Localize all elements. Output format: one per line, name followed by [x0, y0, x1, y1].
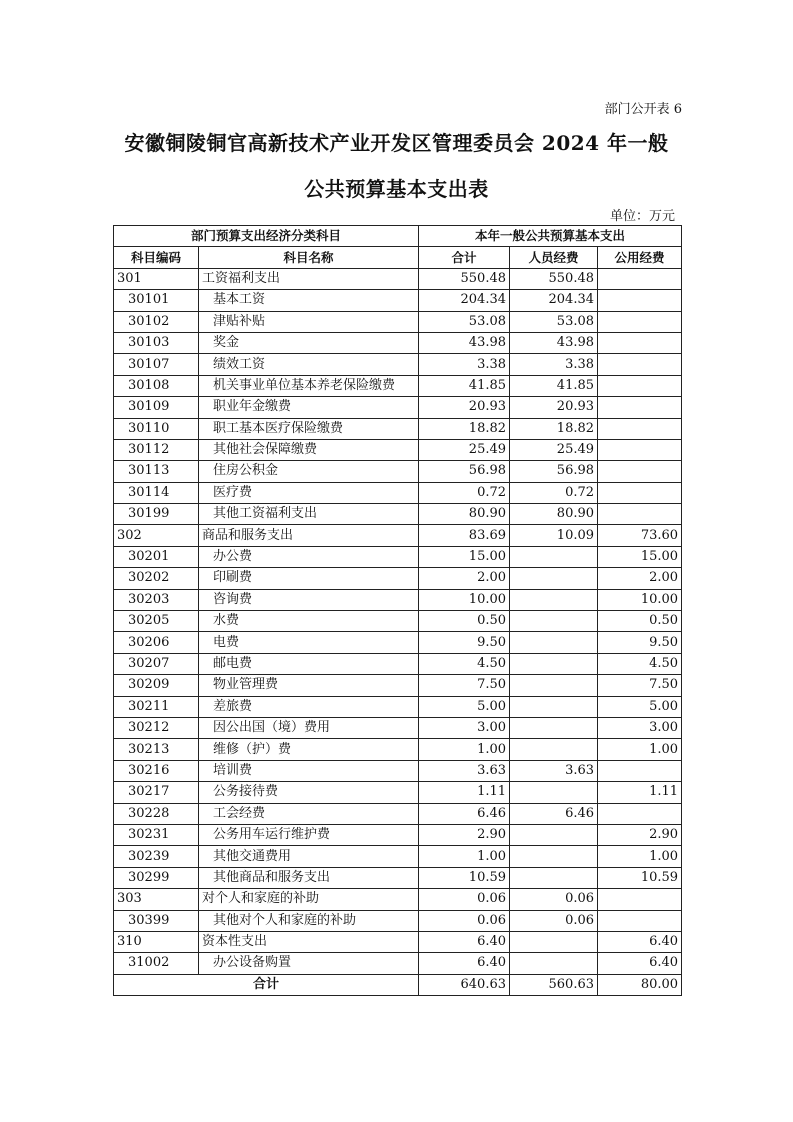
row-total: 10.00: [419, 589, 510, 610]
row-public: 15.00: [598, 546, 682, 567]
row-personnel: [510, 632, 598, 653]
row-name: 职工基本医疗保险缴费: [199, 418, 419, 439]
row-name: 对个人和家庭的补助: [199, 889, 419, 910]
table-row: [114, 782, 682, 803]
row-name: 差旅费: [199, 696, 419, 717]
row-code: 30113: [114, 461, 199, 482]
table-row: [114, 375, 682, 396]
header-row: [114, 247, 682, 268]
row-total: 2.90: [419, 824, 510, 845]
row-name: 培训费: [199, 760, 419, 781]
row-code: 30211: [114, 696, 199, 717]
row-personnel: [510, 867, 598, 888]
table-row: [114, 889, 682, 910]
row-code: 30107: [114, 354, 199, 375]
row-code: 30213: [114, 739, 199, 760]
row-total: 0.50: [419, 611, 510, 632]
row-public: 10.59: [598, 867, 682, 888]
row-name: 其他交通费用: [199, 846, 419, 867]
row-personnel: [510, 568, 598, 589]
header-code: 科目编码: [114, 247, 199, 268]
row-total: 3.63: [419, 760, 510, 781]
row-total: 9.50: [419, 632, 510, 653]
row-personnel: [510, 824, 598, 845]
row-total: 0.72: [419, 482, 510, 503]
row-public: [598, 910, 682, 931]
row-total: 2.00: [419, 568, 510, 589]
row-name: 其他商品和服务支出: [199, 867, 419, 888]
row-total: 6.40: [419, 931, 510, 952]
row-public: [598, 397, 682, 418]
row-code: 30231: [114, 824, 199, 845]
row-public: [598, 504, 682, 525]
row-code: 30112: [114, 439, 199, 460]
row-code: 303: [114, 889, 199, 910]
row-public: [598, 803, 682, 824]
row-code: 30199: [114, 504, 199, 525]
row-total: 83.69: [419, 525, 510, 546]
row-code: 30101: [114, 290, 199, 311]
table-body: [114, 268, 682, 974]
row-total: 1.11: [419, 782, 510, 803]
row-personnel: 3.63: [510, 760, 598, 781]
row-code: 30114: [114, 482, 199, 503]
row-public: 6.40: [598, 953, 682, 974]
row-personnel: 10.09: [510, 525, 598, 546]
row-public: [598, 461, 682, 482]
row-code: 310: [114, 931, 199, 952]
row-public: [598, 889, 682, 910]
row-total: 204.34: [419, 290, 510, 311]
table-row: [114, 953, 682, 974]
row-public: [598, 354, 682, 375]
row-code: 30209: [114, 675, 199, 696]
row-public: [598, 290, 682, 311]
table-row: [114, 290, 682, 311]
row-code: 30206: [114, 632, 199, 653]
table-row: [114, 546, 682, 567]
row-personnel: [510, 846, 598, 867]
row-public: 1.11: [598, 782, 682, 803]
row-personnel: 3.38: [510, 354, 598, 375]
row-code: 30239: [114, 846, 199, 867]
row-public: 5.00: [598, 696, 682, 717]
table-row: [114, 931, 682, 952]
row-public: 4.50: [598, 653, 682, 674]
row-total: 4.50: [419, 653, 510, 674]
table-row: [114, 739, 682, 760]
row-personnel: 0.72: [510, 482, 598, 503]
row-total: 10.59: [419, 867, 510, 888]
row-code: 30108: [114, 375, 199, 396]
table-row: [114, 653, 682, 674]
header-group-left: 部门预算支出经济分类科目: [114, 226, 419, 247]
row-public: 10.00: [598, 589, 682, 610]
row-total: 41.85: [419, 375, 510, 396]
row-total: 3.00: [419, 717, 510, 738]
header-group-row: [114, 226, 682, 247]
row-name: 津贴补贴: [199, 311, 419, 332]
row-name: 机关事业单位基本养老保险缴费: [199, 375, 419, 396]
row-personnel: [510, 611, 598, 632]
row-public: [598, 418, 682, 439]
table-row: [114, 504, 682, 525]
row-name: 印刷费: [199, 568, 419, 589]
row-public: [598, 268, 682, 289]
form-number: 部门公开表 6: [604, 102, 682, 117]
row-code: 30212: [114, 717, 199, 738]
row-public: 2.90: [598, 824, 682, 845]
table-row: [114, 461, 682, 482]
row-name: 住房公积金: [199, 461, 419, 482]
table-row: [114, 418, 682, 439]
row-name: 资本性支出: [199, 931, 419, 952]
row-personnel: [510, 953, 598, 974]
row-code: 30201: [114, 546, 199, 567]
row-total: 5.00: [419, 696, 510, 717]
row-name: 其他社会保障缴费: [199, 439, 419, 460]
row-name: 办公费: [199, 546, 419, 567]
row-code: 30109: [114, 397, 199, 418]
table-row: [114, 525, 682, 546]
row-code: 30228: [114, 803, 199, 824]
row-name: 工会经费: [199, 803, 419, 824]
row-code: 30102: [114, 311, 199, 332]
table-row: [114, 696, 682, 717]
row-total: 1.00: [419, 739, 510, 760]
total-public: 80.00: [598, 974, 682, 995]
row-public: 3.00: [598, 717, 682, 738]
row-name: 水费: [199, 611, 419, 632]
row-personnel: [510, 653, 598, 674]
table-row: [114, 867, 682, 888]
row-total: 80.90: [419, 504, 510, 525]
table-row: [114, 268, 682, 289]
budget-table: [113, 225, 682, 996]
table-row: [114, 611, 682, 632]
row-public: 2.00: [598, 568, 682, 589]
row-name: 商品和服务支出: [199, 525, 419, 546]
table-row: [114, 354, 682, 375]
row-total: 0.06: [419, 910, 510, 931]
row-total: 25.49: [419, 439, 510, 460]
row-personnel: 550.48: [510, 268, 598, 289]
row-name: 公务接待费: [199, 782, 419, 803]
row-personnel: 18.82: [510, 418, 598, 439]
row-personnel: 53.08: [510, 311, 598, 332]
header-public: 公用经费: [598, 247, 682, 268]
row-total: 56.98: [419, 461, 510, 482]
total-label: 合计: [114, 974, 419, 995]
row-name: 物业管理费: [199, 675, 419, 696]
row-total: 3.38: [419, 354, 510, 375]
row-personnel: [510, 696, 598, 717]
table-row: [114, 439, 682, 460]
row-personnel: 56.98: [510, 461, 598, 482]
row-total: 53.08: [419, 311, 510, 332]
row-code: 30217: [114, 782, 199, 803]
row-total: 15.00: [419, 546, 510, 567]
table-row: [114, 632, 682, 653]
row-public: [598, 375, 682, 396]
row-name: 奖金: [199, 332, 419, 353]
row-personnel: [510, 675, 598, 696]
table-row: [114, 846, 682, 867]
row-code: 302: [114, 525, 199, 546]
table-row: [114, 675, 682, 696]
table-row: [114, 568, 682, 589]
row-public: 1.00: [598, 739, 682, 760]
row-name: 职业年金缴费: [199, 397, 419, 418]
row-name: 咨询费: [199, 589, 419, 610]
row-total: 43.98: [419, 332, 510, 353]
row-personnel: 20.93: [510, 397, 598, 418]
table-row: [114, 717, 682, 738]
row-personnel: 6.46: [510, 803, 598, 824]
row-name: 其他对个人和家庭的补助: [199, 910, 419, 931]
row-code: 30110: [114, 418, 199, 439]
table-row: [114, 803, 682, 824]
row-code: 30216: [114, 760, 199, 781]
header-personnel: 人员经费: [510, 247, 598, 268]
total-personnel: 560.63: [510, 974, 598, 995]
row-code: 30207: [114, 653, 199, 674]
row-total: 18.82: [419, 418, 510, 439]
row-code: 30202: [114, 568, 199, 589]
row-public: 1.00: [598, 846, 682, 867]
table-row: [114, 482, 682, 503]
row-personnel: 25.49: [510, 439, 598, 460]
table-row: [114, 760, 682, 781]
table-row: [114, 589, 682, 610]
row-total: 0.06: [419, 889, 510, 910]
row-personnel: [510, 739, 598, 760]
row-personnel: 0.06: [510, 910, 598, 931]
row-personnel: [510, 546, 598, 567]
total-amount: 640.63: [419, 974, 510, 995]
row-personnel: [510, 589, 598, 610]
unit-label: 单位：万元: [609, 209, 675, 224]
row-name: 公务用车运行维护费: [199, 824, 419, 845]
row-name: 电费: [199, 632, 419, 653]
row-public: [598, 439, 682, 460]
row-public: [598, 311, 682, 332]
header-total: 合计: [419, 247, 510, 268]
row-personnel: [510, 782, 598, 803]
row-code: 30203: [114, 589, 199, 610]
row-public: [598, 482, 682, 503]
row-public: 7.50: [598, 675, 682, 696]
row-personnel: [510, 931, 598, 952]
row-personnel: 0.06: [510, 889, 598, 910]
table-row: [114, 824, 682, 845]
row-public: 0.50: [598, 611, 682, 632]
row-total: 7.50: [419, 675, 510, 696]
row-personnel: [510, 717, 598, 738]
row-personnel: 204.34: [510, 290, 598, 311]
total-row: [114, 974, 682, 995]
row-code: 30205: [114, 611, 199, 632]
row-personnel: 80.90: [510, 504, 598, 525]
header-group-right: 本年一般公共预算基本支出: [419, 226, 682, 247]
row-code: 301: [114, 268, 199, 289]
row-code: 30399: [114, 910, 199, 931]
row-code: 30103: [114, 332, 199, 353]
table-row: [114, 910, 682, 931]
row-public: [598, 760, 682, 781]
row-personnel: 41.85: [510, 375, 598, 396]
row-name: 工资福利支出: [199, 268, 419, 289]
row-name: 其他工资福利支出: [199, 504, 419, 525]
row-name: 维修（护）费: [199, 739, 419, 760]
row-name: 绩效工资: [199, 354, 419, 375]
row-public: [598, 332, 682, 353]
table-row: [114, 311, 682, 332]
row-total: 1.00: [419, 846, 510, 867]
header-name: 科目名称: [199, 247, 419, 268]
row-total: 20.93: [419, 397, 510, 418]
row-name: 办公设备购置: [199, 953, 419, 974]
row-total: 6.46: [419, 803, 510, 824]
row-personnel: 43.98: [510, 332, 598, 353]
row-name: 医疗费: [199, 482, 419, 503]
page-title-line-2: 公共预算基本支出表: [304, 177, 489, 201]
row-public: 9.50: [598, 632, 682, 653]
row-code: 31002: [114, 953, 199, 974]
row-name: 邮电费: [199, 653, 419, 674]
row-name: 因公出国（境）费用: [199, 717, 419, 738]
table-row: [114, 397, 682, 418]
row-name: 基本工资: [199, 290, 419, 311]
page-title-line-1: 安徽铜陵铜官高新技术产业开发区管理委员会 2024 年一般: [124, 131, 669, 155]
row-public: 73.60: [598, 525, 682, 546]
row-total: 550.48: [419, 268, 510, 289]
row-code: 30299: [114, 867, 199, 888]
row-public: 6.40: [598, 931, 682, 952]
table-row: [114, 332, 682, 353]
row-total: 6.40: [419, 953, 510, 974]
